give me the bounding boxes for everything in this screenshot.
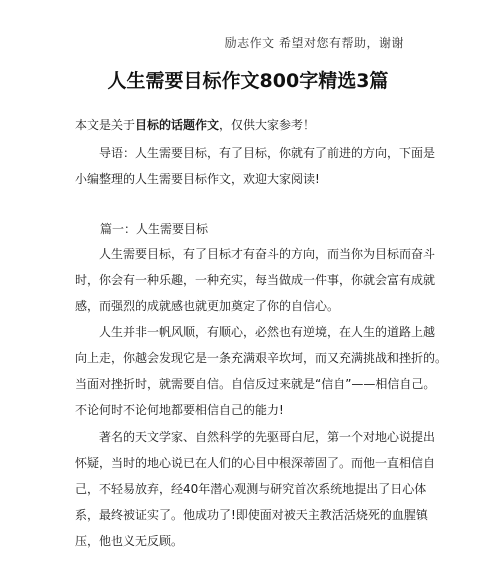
paragraph-line: 怀疑，当时的地心说已在人们的心目中根深蒂固了。而他一直相信自 [75, 456, 436, 470]
intro-keyword: 目标的话题作文 [135, 118, 220, 132]
body-paragraph-3 [75, 424, 436, 554]
paragraph-line: 感，而强烈的成就感也就更加奠定了你的自信心。 [75, 299, 340, 313]
paragraph-line: 当面对挫折时，就需要自信。自信反过来就是“信自”——相信自己。 [75, 377, 436, 391]
body-paragraph-1 [75, 241, 436, 319]
paragraph-line: 人生并非一帆风顺，有顺心，必然也有逆境，在人生的道路上越 [99, 325, 436, 339]
intro-prefix: 本文是关于 [75, 118, 136, 132]
paragraph-line: 系，最终被证实了。他成功了!即使面对被天主教活活烧死的血腥镇 [75, 508, 428, 522]
page-title: 人生需要目标作文800字精选3篇 [107, 70, 389, 92]
guide-line: 小编整理的人生需要目标作文，欢迎大家阅读! [75, 172, 320, 186]
paragraph-line: 时，你会有一种乐趣，一种充实，每当做成一件事，你就会富有成就 [75, 273, 436, 287]
paragraph-line: 人生需要目标，有了目标才有奋斗的方向，而当你为目标而奋斗 [99, 247, 436, 261]
paragraph-line: 著名的天文学家、自然科学的先驱哥白尼，第一个对地心说提出 [99, 430, 436, 444]
paragraph-line: 压，他也义无反顾。 [75, 534, 184, 548]
guide-paragraph [75, 140, 436, 192]
paragraph-line: 不论何时不论何地都要相信自己的能力! [75, 403, 284, 417]
intro-paragraph [75, 112, 425, 138]
paragraph-line: 己，不轻易放弃，经40年潜心观测与研究首次系统地提出了日心体 [75, 482, 427, 496]
section-heading: 篇一：人生需要目标 [100, 222, 209, 236]
guide-line: 导语：人生需要目标，有了目标，你就有了前进的方向，下面是 [99, 146, 436, 160]
header-note: 励志作文 希望对您有帮助，谢谢 [224, 36, 404, 50]
intro-suffix: ，仅供大家参考！ [219, 118, 316, 132]
body-paragraph-2 [75, 319, 448, 423]
paragraph-line: 向上走，你越会发现它是一条充满艰辛坎坷，而又充满挑战和挫折的。 [75, 351, 448, 365]
